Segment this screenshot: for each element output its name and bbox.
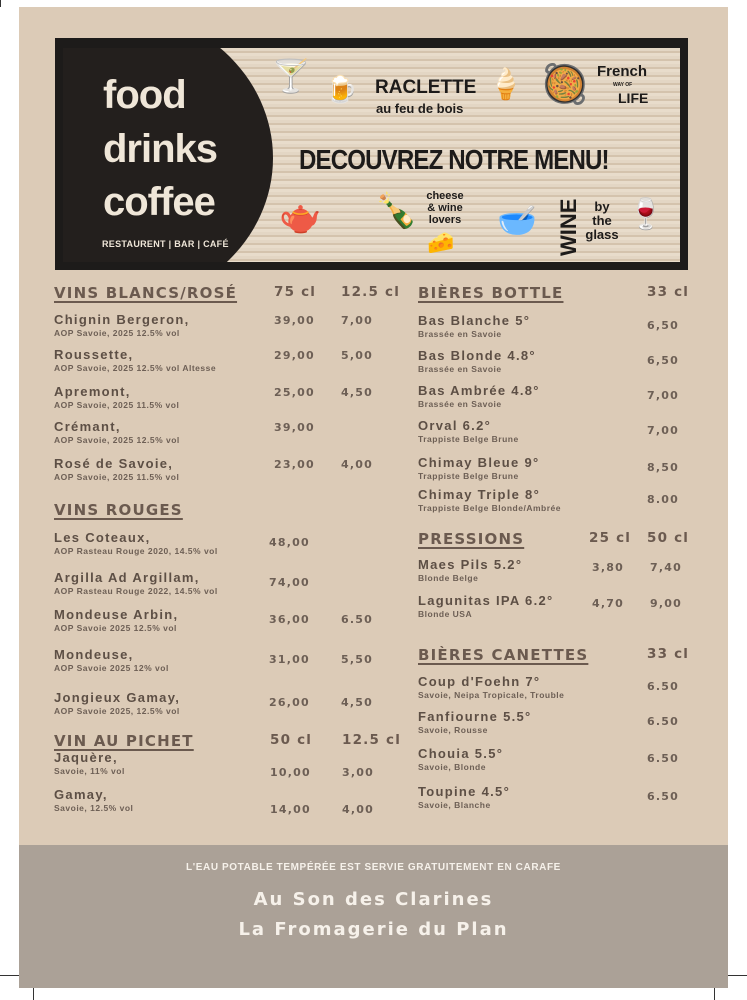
ice-cream-icon: 🍦 bbox=[487, 68, 525, 101]
item-description: AOP Savoie 2025, 12.5% vol bbox=[54, 706, 180, 716]
item-price: 4,50 bbox=[341, 386, 373, 399]
item-description: Trappiste Belge Brune bbox=[418, 471, 519, 481]
item-name: Apremont, bbox=[54, 384, 131, 399]
way-of-label: WAY OF bbox=[613, 82, 633, 88]
item-price: 7,00 bbox=[341, 314, 373, 327]
item-description: AOP Savoie 2025 12.5% vol bbox=[54, 623, 177, 633]
column-header: 50 cl bbox=[270, 732, 313, 748]
item-price: 6,50 bbox=[647, 354, 679, 367]
item-price: 8.00 bbox=[647, 493, 679, 506]
partner-name-2: La Fromagerie du Plan bbox=[238, 919, 509, 940]
partner-name-1: Au Son des Clarines bbox=[253, 889, 494, 910]
beer-mug-icon: 🍺 bbox=[325, 74, 358, 104]
item-price: 6.50 bbox=[647, 790, 679, 803]
item-price: 39,00 bbox=[274, 421, 315, 434]
item-price: 7,40 bbox=[650, 561, 682, 574]
wine-label: WINE bbox=[556, 198, 581, 256]
item-name: Bas Blonde 4.8° bbox=[418, 348, 536, 363]
item-price: 14,00 bbox=[270, 803, 311, 816]
item-description: Savoie, Blanche bbox=[418, 800, 491, 810]
column-header: 50 cl bbox=[647, 530, 690, 546]
gravy-pour-icon: 🫖 bbox=[279, 198, 322, 236]
item-name: Crémant, bbox=[54, 419, 121, 434]
item-description: Trappiste Belge Blonde/Ambrée bbox=[418, 503, 561, 513]
item-name: Bas Blanche 5° bbox=[418, 313, 531, 328]
item-description: AOP Savoie, 2025 11.5% vol bbox=[54, 472, 180, 482]
item-price: 74,00 bbox=[269, 576, 310, 589]
item-price: 6.50 bbox=[647, 715, 679, 728]
brand-food: food bbox=[103, 73, 186, 117]
food-board-icon: 🥘 bbox=[541, 64, 589, 106]
column-header: 25 cl bbox=[589, 530, 632, 546]
crop-mark bbox=[714, 988, 715, 1000]
item-name: Gamay, bbox=[54, 787, 108, 802]
item-price: 31,00 bbox=[269, 653, 310, 666]
item-description: Brassée en Savoie bbox=[418, 364, 502, 374]
item-price: 36,00 bbox=[269, 613, 310, 626]
item-name: Fanfiourne 5.5° bbox=[418, 709, 532, 724]
item-price: 6.50 bbox=[647, 680, 679, 693]
item-price: 6.50 bbox=[647, 752, 679, 765]
item-name: Jongieux Gamay, bbox=[54, 690, 181, 705]
item-price: 8,50 bbox=[647, 461, 679, 474]
item-price: 5,00 bbox=[341, 349, 373, 362]
raclette-title: RACLETTE bbox=[375, 77, 477, 98]
menu-banner bbox=[55, 38, 688, 270]
item-price: 10,00 bbox=[270, 766, 311, 779]
section-title-canettes: BIÈRES CANETTES bbox=[418, 646, 589, 664]
crop-mark bbox=[728, 975, 747, 976]
item-name: Chouia 5.5° bbox=[418, 746, 504, 761]
item-name: Mondeuse, bbox=[54, 647, 134, 662]
item-description: AOP Savoie 2025 12% vol bbox=[54, 663, 169, 673]
item-price: 3,00 bbox=[342, 766, 374, 779]
crop-mark bbox=[0, 975, 19, 976]
footer bbox=[19, 845, 728, 988]
item-description: Trappiste Belge Brune bbox=[418, 434, 519, 444]
item-name: Jaquère, bbox=[54, 750, 118, 765]
brand-coffee: coffee bbox=[103, 180, 215, 224]
item-price: 39,00 bbox=[274, 314, 315, 327]
wine-glass-icon: 🍷 bbox=[627, 198, 665, 231]
brand-drinks: drinks bbox=[103, 127, 218, 171]
item-name: Rosé de Savoie, bbox=[54, 456, 174, 471]
item-price: 5,50 bbox=[341, 653, 373, 666]
item-description: Savoie, 12.5% vol bbox=[54, 803, 134, 813]
item-name: Maes Pils 5.2° bbox=[418, 557, 523, 572]
item-price: 25,00 bbox=[274, 386, 315, 399]
crop-mark bbox=[0, 0, 1, 7]
column-header: 75 cl bbox=[274, 284, 317, 300]
item-description: AOP Rasteau Rouge 2020, 14.5% vol bbox=[54, 546, 218, 556]
cocktail-icon: 🍸 bbox=[271, 58, 311, 94]
item-price: 4,70 bbox=[592, 597, 624, 610]
item-name: Toupine 4.5° bbox=[418, 784, 511, 799]
item-description: Brassée en Savoie bbox=[418, 399, 502, 409]
menu-headline: DECOUVREZ NOTRE MENU! bbox=[299, 144, 609, 175]
item-name: Chimay Triple 8° bbox=[418, 487, 541, 502]
item-price: 3,80 bbox=[592, 561, 624, 574]
life-label: LIFE bbox=[618, 90, 649, 106]
item-description: Savoie, Rousse bbox=[418, 725, 488, 735]
item-price: 4,00 bbox=[342, 803, 374, 816]
item-description: Brassée en Savoie bbox=[418, 329, 502, 339]
item-name: Les Coteaux, bbox=[54, 530, 151, 545]
crop-mark bbox=[33, 988, 34, 1000]
wine-bottle-icon: 🍾 bbox=[375, 192, 418, 230]
section-title-pressions: PRESSIONS bbox=[418, 530, 525, 548]
wood-background bbox=[63, 48, 680, 262]
item-description: AOP Savoie, 2025 11.5% vol bbox=[54, 400, 180, 410]
column-header: 33 cl bbox=[647, 646, 690, 662]
item-description: Savoie, 11% vol bbox=[54, 766, 125, 776]
cheese-wine-label: cheese & wine lovers bbox=[426, 190, 464, 226]
item-price: 48,00 bbox=[269, 536, 310, 549]
item-price: 6.50 bbox=[341, 613, 373, 626]
item-price: 23,00 bbox=[274, 458, 315, 471]
item-description: Blonde Belge bbox=[418, 573, 479, 583]
item-price: 7,00 bbox=[647, 424, 679, 437]
item-name: Chimay Bleue 9° bbox=[418, 455, 540, 470]
section-title-bottle: BIÈRES BOTTLE bbox=[418, 284, 564, 302]
item-description: Blonde USA bbox=[418, 609, 473, 619]
section-title-blancs: VINS BLANCS/ROSÉ bbox=[54, 284, 238, 302]
item-name: Bas Ambrée 4.8° bbox=[418, 383, 540, 398]
column-header: 33 cl bbox=[647, 284, 690, 300]
soup-bowl-icon: 🥣 bbox=[497, 202, 537, 238]
item-price: 9,00 bbox=[650, 597, 682, 610]
item-name: Orval 6.2° bbox=[418, 418, 492, 433]
item-name: Coup d'Foehn 7° bbox=[418, 674, 541, 689]
item-price: 4,00 bbox=[341, 458, 373, 471]
item-description: Savoie, Neipa Tropicale, Trouble bbox=[418, 690, 565, 700]
item-price: 7,00 bbox=[647, 389, 679, 402]
french-label: French bbox=[597, 63, 648, 80]
item-name: Argilla Ad Argillam, bbox=[54, 570, 200, 585]
item-description: AOP Savoie, 2025 12.5% vol Altesse bbox=[54, 363, 217, 373]
item-description: AOP Rasteau Rouge 2022, 14.5% vol bbox=[54, 586, 218, 596]
column-header: 12.5 cl bbox=[342, 732, 402, 748]
brand-tagline: RESTAURENT | BAR | CAFÉ bbox=[102, 239, 229, 249]
section-title-rouges: VINS ROUGES bbox=[54, 501, 183, 519]
item-name: Mondeuse Arbin, bbox=[54, 607, 179, 622]
cheese-icon: 🧀 bbox=[427, 230, 455, 255]
item-price: 4,50 bbox=[341, 696, 373, 709]
raclette-subtitle: au feu de bois bbox=[376, 101, 464, 116]
item-name: Roussette, bbox=[54, 347, 134, 362]
item-description: AOP Savoie, 2025 12.5% vol bbox=[54, 435, 180, 445]
section-title-pichet: VIN AU PICHET bbox=[54, 732, 194, 750]
item-price: 26,00 bbox=[269, 696, 310, 709]
item-name: Lagunitas IPA 6.2° bbox=[418, 593, 554, 608]
water-note: L'EAU POTABLE TEMPÉRÉE EST SERVIE GRATUITEMENT EN CARAFE bbox=[186, 862, 561, 873]
item-price: 29,00 bbox=[274, 349, 315, 362]
item-description: AOP Savoie, 2025 12.5% vol bbox=[54, 328, 180, 338]
item-description: Savoie, Blonde bbox=[418, 762, 486, 772]
column-header: 12.5 cl bbox=[341, 284, 401, 300]
by-the-glass-label: by the glass bbox=[585, 199, 619, 242]
item-name: Chignin Bergeron, bbox=[54, 312, 190, 327]
item-price: 6,50 bbox=[647, 319, 679, 332]
